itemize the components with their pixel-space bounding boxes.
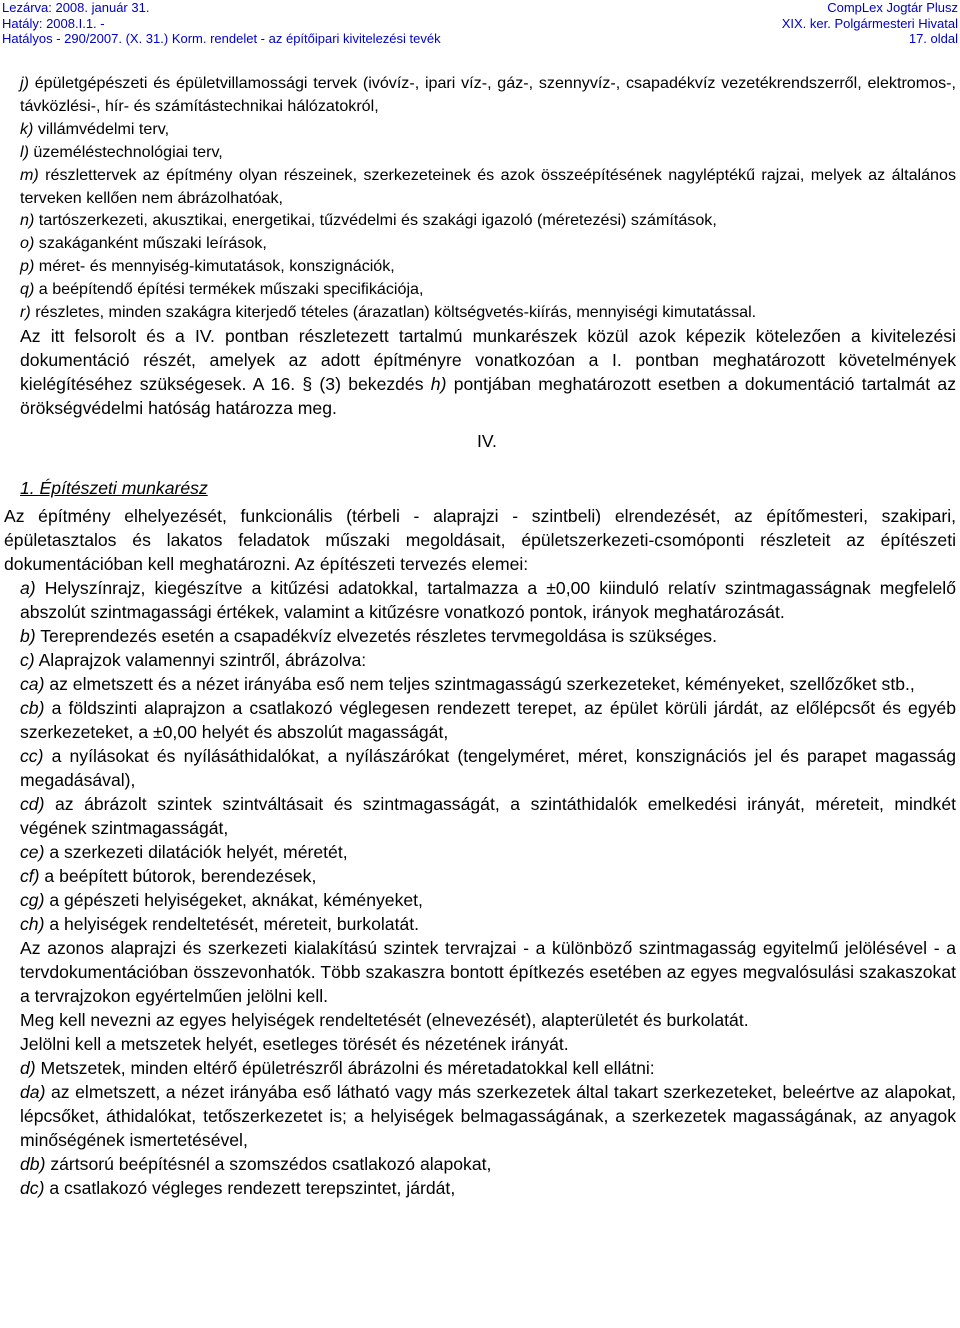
list-item xyxy=(4,1176,956,1200)
list-item xyxy=(4,912,956,936)
list-item xyxy=(4,1080,956,1152)
item-marker: b) xyxy=(20,625,36,646)
item-text: Tereprendezés esetén a csapadékvíz elvezetés részletes tervmegoldása is szükséges. xyxy=(35,625,717,646)
list-item xyxy=(4,301,956,324)
item-text: a szerkezeti dilatációk helyét, méretét, xyxy=(44,841,348,862)
list-item xyxy=(4,1056,956,1080)
list-item xyxy=(4,278,956,301)
item-text: zártsorú beépítésnél a szomszédos csatlakozó alapokat, xyxy=(45,1153,492,1174)
item-marker: k) xyxy=(20,119,34,138)
paragraph-listed-parts xyxy=(4,324,956,420)
paragraph-text: pontjában meghatározott esetben a dokumentáció tartalmát az örökségvédelmi hatóság határozza meg. xyxy=(20,373,956,418)
item-text: Metszetek, minden eltérő épületrészről ábrázolni és méretadatokkal kell ellátni: xyxy=(35,1057,655,1078)
item-text: a nyílásokat és nyílásáthidalókat, a nyílászárókat (tengelyméret, méret, konszignációs jel és parapet magasság megadásával), xyxy=(20,745,956,790)
item-marker: r) xyxy=(20,303,31,322)
item-marker: q) xyxy=(20,280,35,299)
list-item xyxy=(4,888,956,912)
item-text: a csatlakozó végleges rendezett terepszintet, járdát, xyxy=(44,1177,456,1198)
item-marker: m) xyxy=(20,165,39,184)
header-right xyxy=(782,0,958,47)
paragraph-section-marking: Jelölni kell a metszetek helyét, esetleges törését és nézetének irányát. xyxy=(20,1033,569,1054)
paragraph-architectural-intro: Az építmény elhelyezését, funkcionális (térbeli - alaprajzi - szintbeli) elrendezését, az építőmesteri, szakipari, épületasztalos és lakatos feladatok műszaki megoldásait, épületszerkezeti-csomóponti részleteit az építészeti dokumentációban kell meghatározni. Az építészeti tervezés elemei: xyxy=(4,505,956,574)
paragraph-text: (3) bekezdés xyxy=(312,373,431,394)
item-marker: cb) xyxy=(20,697,45,718)
item-marker: d) xyxy=(20,1057,36,1078)
item-marker: c) xyxy=(20,649,35,670)
list-item xyxy=(4,696,956,744)
item-text: az ábrázolt szintek szintváltásait és szintmagasságát, a szintáthidalók emelkedési irányát, méreteit, mindkét végének szintmagasságát, xyxy=(20,793,956,838)
item-marker: cc) xyxy=(20,745,44,766)
item-text: a beépített bútorok, berendezések, xyxy=(39,865,317,886)
item-text: a földszinti alaprajzon a csatlakozó véglegesen rendezett terepet, az épület körüli járdát, az előlépcsőt és egyéb szerkezeteket, a ±0,00 helyét és abszolút magasságát, xyxy=(20,697,956,742)
list-item xyxy=(4,141,956,164)
item-marker: da) xyxy=(20,1081,46,1102)
item-text: Alaprajzok valamennyi szintről, ábrázolva: xyxy=(34,649,367,670)
header-office-name: XIX. ker. Polgármesteri Hivatal xyxy=(781,15,958,31)
header-left xyxy=(2,0,441,47)
list-item xyxy=(4,576,956,624)
list-item xyxy=(4,792,956,840)
item-marker: cf) xyxy=(20,865,40,886)
item-marker: j) xyxy=(20,74,29,92)
item-text: épületgépészeti és épületvillamossági tervek (ivóvíz-, ipari víz-, gáz-, szennyvíz-, csapadékvíz vezetékrendszerről, elektromos-, távközlési-, hír- és számítástechnikai hálózatokról, xyxy=(20,74,956,115)
document-body xyxy=(4,72,956,1200)
item-text: részlettervek az építmény olyan részeinek, szerkezeteinek és azok összeépítésének nagyléptékű rajzai, melyek az általános terveken kellően nem ábrázolhatóak, xyxy=(20,165,956,207)
item-text: szakáganként műszaki leírások, xyxy=(34,234,267,253)
list-item xyxy=(4,840,956,864)
list-item xyxy=(4,744,956,792)
item-marker: n) xyxy=(20,211,35,230)
item-marker: ch) xyxy=(20,913,45,934)
section-sign: § xyxy=(302,373,313,394)
list-item xyxy=(4,624,956,648)
item-text: az elmetszett és a nézet irányába eső nem teljes szintmagasságú szerkezeteket, kéményeket, szellőzőket stb., xyxy=(44,673,915,694)
item-text: Helyszínrajz, kiegészítve a kitűzési adatokkal, tartalmazza a ±0,00 kiinduló relatív szintmagasságnak megfelelő abszolút szintmagassági értékek, valamint a kitűzésre vonatkozó pontok, irányok meghatározását. xyxy=(20,577,956,622)
item-marker: cg) xyxy=(20,889,45,910)
item-marker: p) xyxy=(20,257,35,276)
list-item xyxy=(4,648,956,672)
header-product-name: CompLex Jogtár Plusz xyxy=(827,0,958,15)
section-title xyxy=(4,476,956,500)
item-text: a gépészeti helyiségeket, aknákat, kéményeket, xyxy=(44,889,423,910)
item-marker: l) xyxy=(20,142,29,161)
header-page-number: 17. oldal xyxy=(908,31,958,46)
item-text: villámvédelmi terv, xyxy=(33,119,170,138)
item-marker: a) xyxy=(20,577,36,598)
paragraph-text: Az itt felsorolt és a IV. pontban részletezett tartalmú munkarészek közül azok képezik kötelezően a kivitelezési dokumentáció részét, amelyek az adott építményre vonatkozóan a I. pontban meghatározott követelmények kielégítéséhez szükségesek. A 16. xyxy=(20,325,956,394)
item-text: a helyiségek rendeltetését, méreteit, burkolatát. xyxy=(44,913,420,934)
section-title-text: 1. Építészeti munkarész xyxy=(20,477,208,498)
item-marker: db) xyxy=(20,1153,46,1174)
item-marker: cd) xyxy=(20,793,45,814)
paragraph-merged-plans: Az azonos alaprajzi és szerkezeti kialakítású szintek tervrajzai - a különböző szintmagasság egyitelmű jelölésével - a tervdokumentációban összevonhatók. Több szakaszra bontott építkezés esetében az egyes megvalósulási szakaszokat a tervrajzokon egyértelműen jelölni kell. xyxy=(20,937,956,1006)
item-text: az elmetszett, a nézet irányába eső látható vagy más szerkezetek által takart szerkezeteket, beleértve az alapokat, lépcsőket, áthidalókat, tetőszerkezetet is; a helyiségek belmagasságának, a szerkezetek magasságának, az anyagok minőségének ismertetésével, xyxy=(20,1081,956,1150)
list-item xyxy=(4,1152,956,1176)
item-marker: ca) xyxy=(20,673,45,694)
list-item xyxy=(4,255,956,278)
list-item xyxy=(4,232,956,255)
list-item xyxy=(4,672,956,696)
list-item xyxy=(4,72,956,118)
header-document-reference: Hatályos - 290/2007. (X. 31.) Korm. rendelet - az építőipari kivitelezési tevék xyxy=(2,31,441,46)
item-marker: ce) xyxy=(20,841,45,862)
list-item xyxy=(4,209,956,232)
header-closing-date: Lezárva: 2008. január 31. xyxy=(2,0,150,15)
paragraph-room-naming: Meg kell nevezni az egyes helyiségek rendeltetését (elnevezését), alapterületét és burkolatát. xyxy=(20,1009,749,1030)
list-item xyxy=(4,118,956,141)
item-marker: o) xyxy=(20,234,35,253)
item-text: tartószerkezeti, akusztikai, energetikai, tűzvédelmi és szakági igazoló (méretezési) számítások, xyxy=(34,211,717,230)
list-item xyxy=(4,864,956,888)
chapter-number: IV. xyxy=(477,430,497,451)
item-text: üzeméléstechnológiai terv, xyxy=(28,142,223,161)
header-effective-from: Hatály: 2008.I.1. - xyxy=(2,15,105,31)
item-text: méret- és mennyiség-kimutatások, konszignációk, xyxy=(34,257,395,276)
point-reference: h) xyxy=(430,373,447,394)
item-text: a beépítendő építési termékek műszaki specifikációja, xyxy=(34,280,424,299)
list-item xyxy=(4,164,956,210)
item-text: részletes, minden szakágra kiterjedő tételes (árazatlan) költségvetés-kiírás, mennyiségi kimutatással. xyxy=(30,303,757,322)
item-marker: dc) xyxy=(20,1177,45,1198)
page-header xyxy=(0,0,960,46)
